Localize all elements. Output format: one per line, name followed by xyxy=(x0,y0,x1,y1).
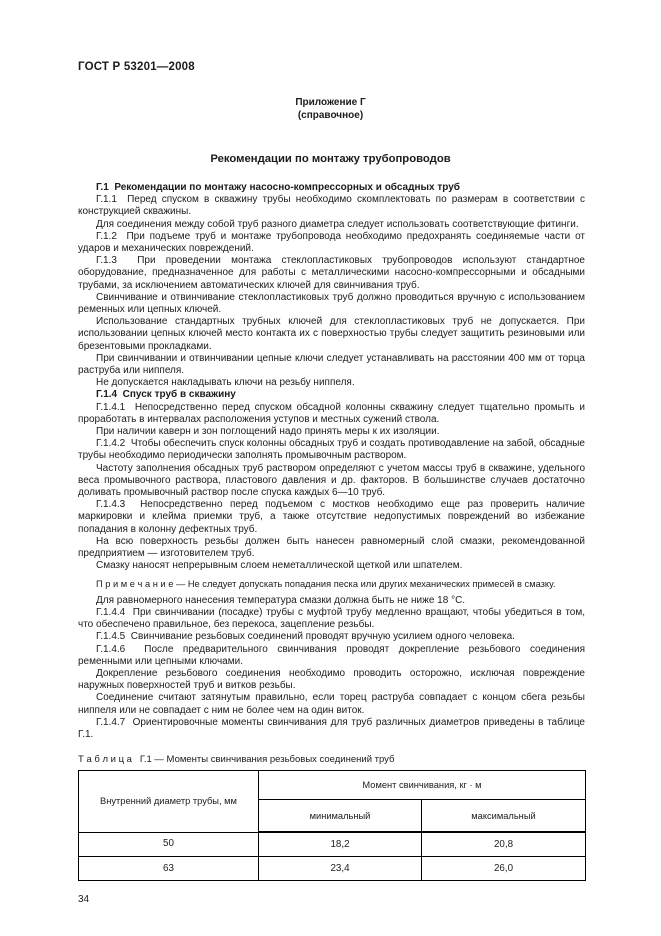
paragraph: Г.1.4.2 Чтобы обеспечить спуск колонны обсадных труб и создать противодавление на забой, обсадные трубы необходимо периодически заполнять промывочным раствором. xyxy=(78,438,585,462)
table-cell: 18,2 xyxy=(259,832,422,857)
appendix-heading xyxy=(0,97,661,122)
paragraph: Свинчивание и отвинчивание стеклопластиковых труб должно проводиться вручную с использованием ременных или цепных ключей. xyxy=(78,291,585,316)
paragraph-list xyxy=(78,182,585,741)
table-row xyxy=(79,832,586,857)
paragraph: Соединение считают затянутым правильно, если торец раструба совпадает с концом сбега резьбы ниппеля или не совпадает с ним не более чем на один виток. xyxy=(78,692,585,716)
table-cell: 26,0 xyxy=(422,857,586,881)
paragraph: Г.1.4.5 Свинчивание резьбовых соединений проводят вручную усилием одного человека. xyxy=(96,631,515,643)
table-caption: Т а б л и ц а Г.1 — Моменты свинчивания резьбовых соединений труб xyxy=(78,754,395,766)
appendix-label: Приложение Г xyxy=(295,97,366,108)
paragraph: Г.1.3 При проведении монтажа стеклопластиковых трубопроводов используют стандартное оборудование, предназначенное для работы с металлическими насосно-компрессорными и обсадными трубами, за исключением автоматических ключей для свинчивания труб. xyxy=(78,255,585,291)
page-title: Рекомендации по монтажу трубопроводов xyxy=(210,153,451,165)
note-paragraph: П р и м е ч а н и е — Не следует допускать попадания песка или других механических примесей в смазку. xyxy=(96,578,556,589)
document-body xyxy=(78,182,585,907)
table-header-row-group xyxy=(79,771,586,800)
paragraph: Использование стандартных трубных ключей для стеклопластиковых труб не допускается. При использовании цепных ключей место контакта их с поверхностью трубы следует защитить резиновыми или брезентовыми прокладками. xyxy=(78,316,585,352)
paragraph: Г.1.4.1 Непосредственно перед спуском обсадной колонны скважину следует тщательно промыть и проработать в интервалах расположения уступов и местных сужений ствола. xyxy=(78,401,585,425)
table-header-moment: Момент свинчивания, кг · м xyxy=(259,771,586,800)
paragraph: Г.1.4.6 После предварительного свинчивания проводят докрепление резьбового соединения ременными или цепными ключами. xyxy=(78,643,585,667)
paragraph: Докрепление резьбового соединения необходимо проводить осторожно, исключая повреждение наружных поверхностей труб и витков резьбы. xyxy=(78,667,585,692)
paragraph: Смазку наносят непрерывным слоем неметаллической щеткой или шпателем. xyxy=(96,560,463,572)
paragraph: Для равномерного нанесения температура смазки должна быть не ниже 18 °С. xyxy=(96,594,466,606)
table-header-max: максимальный xyxy=(422,800,586,833)
paragraph: Г.1.4.3 Непосредственно перед подъемом с мостков необходимо еще раз проверить наличие маркировки и клейма приемки труб, а также отсутствие недопустимых повреждений во избежание попадания в колонну дефектных труб. xyxy=(78,499,585,535)
paragraph: Г.1.4.4 При свинчивании (посадке) трубы с муфтой трубу медленно вращают, чтобы убедиться в том, что обеспечено правильное, без перекоса, зацепление резьбы. xyxy=(78,606,585,631)
paragraph: Г.1.2 При подъеме труб и монтаже трубопровода необходимо предохранять соединяемые части от ударов и механических повреждений. xyxy=(78,230,585,255)
paragraph: Не допускается накладывать ключи на резьбу ниппеля. xyxy=(96,377,355,389)
paragraph: При свинчивании и отвинчивании цепные ключи следует устанавливать на расстоянии 400 мм от торца раструба или ниппеля. xyxy=(78,352,585,377)
doc-number: ГОСТ Р 53201—2008 xyxy=(78,61,195,73)
torque-table xyxy=(78,770,586,881)
appendix-type: (справочное) xyxy=(297,109,364,121)
paragraph: Г.1.1 Перед спуском в скважину трубы необходимо скомплектовать по размерам в соответствии с конструкцией скважины. xyxy=(78,194,585,218)
section-heading: Г.1.4 Спуск труб в скважину xyxy=(96,389,236,401)
table-cell: 50 xyxy=(79,832,259,857)
table-cell: 20,8 xyxy=(422,832,586,857)
table-cell: 23,4 xyxy=(259,857,422,881)
table-row xyxy=(79,857,586,881)
page-number: 34 xyxy=(78,894,90,906)
paragraph: Для соединения между собой труб разного диаметра следует использовать соответствующие фитинги. xyxy=(96,218,579,230)
paragraph: На всю поверхность резьбы должен быть нанесен равномерный слой смазки, рекомендованной предприятием — изготовителем труб. xyxy=(78,535,585,560)
paragraph: Частоту заполнения обсадных труб раствором определяют с учетом массы труб в скважине, удельного веса промывочного раствора, пластового давления и др. факторов. В большинстве случаев достаточно доливать промывочный раствор после спуска каждых 6—10 труб. xyxy=(78,462,585,499)
section-heading: Г.1 Рекомендации по монтажу насосно-компрессорных и обсадных труб xyxy=(96,182,460,193)
table-header-min: минимальный xyxy=(259,800,422,833)
paragraph: При наличии каверн и зон поглощений надо принять меры к их изоляции. xyxy=(96,426,440,438)
table-header-diameter: Внутренний диаметр трубы, мм xyxy=(79,771,259,833)
paragraph: Г.1.4.7 Ориентировочные моменты свинчивания для труб различных диаметров приведены в таблице Г.1. xyxy=(78,716,585,740)
table-cell: 63 xyxy=(79,857,259,881)
